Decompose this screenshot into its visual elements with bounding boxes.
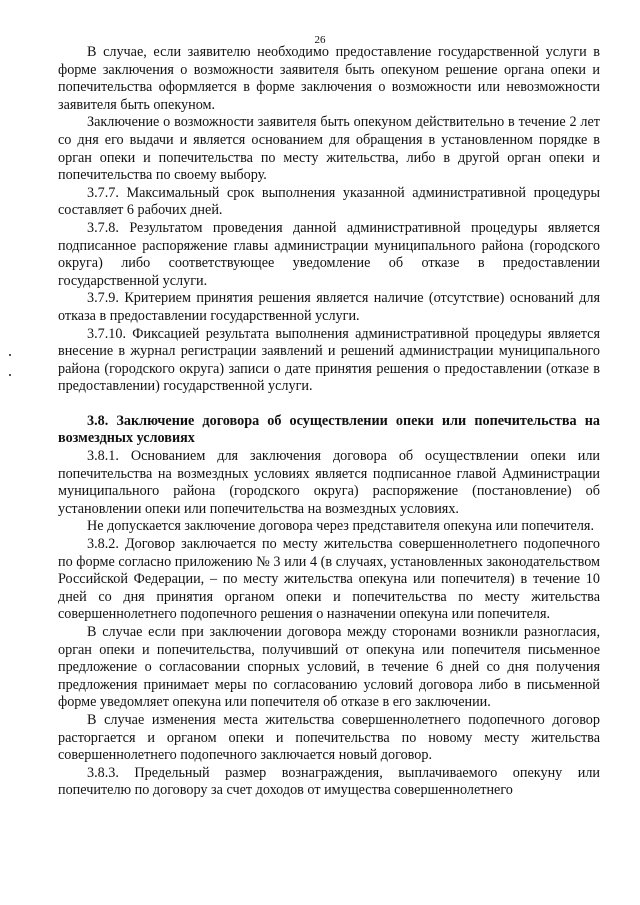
- margin-mark: [9, 354, 11, 356]
- margin-mark: [9, 374, 11, 376]
- page-number: 26: [314, 34, 326, 46]
- paragraph: 3.7.9. Критерием принятия решения является наличие (отсутствие) оснований для отказа в предоставлении государственной услуги.: [58, 290, 600, 324]
- paragraph: 3.8.2. Договор заключается по месту жительства совершеннолетнего подопечного по форме согласно приложению № 3 или 4 (в случаях, установленных законодательством Российской Федерации, – по месту жительства опекуна или попечителя) в течение 10 дней со дня принятия органом опеки и попечительства по месту жительства совершеннолетнего подопечного решения о назначении опекуна или попечителя.: [58, 536, 600, 623]
- section-heading: 3.8. Заключение договора об осуществлении опеки или попечительства на возмездных условиях: [58, 412, 600, 447]
- section-spacer: [58, 396, 600, 413]
- paragraph: Не допускается заключение договора через представителя опекуна или попечителя.: [87, 518, 594, 535]
- paragraph: 3.7.10. Фиксацией результата выполнения административной процедуры является внесение в журнал регистрации заявлений и решений администрации муниципального района (городского округа) записи о дате принятия решения о предоставлении (отказе в предоставлении) государственной услуги.: [58, 325, 600, 395]
- paragraph: 3.7.7. Максимальный срок выполнения указанной административной процедуры составляет 6 рабочих дней.: [58, 184, 600, 219]
- paragraph: В случае, если заявителю необходимо предоставление государственной услуги в форме заключения о возможности заявителя быть опекуном решение органа опеки и попечительства оформляется в форме заключения о возможности или невозможности заявителя быть опекуном.: [58, 44, 600, 113]
- paragraph: В случае изменения места жительства совершеннолетнего подопечного договор расторгается и органом опеки и попечительства по новому месту жительства совершеннолетнего подопечного заключается новый договор.: [58, 711, 600, 764]
- paragraph: 3.7.8. Результатом проведения данной административной процедуры является подписанное распоряжение главы администрации муниципального района (городского округа) либо соответствующее уведомление об отказе в предоставлении государственной услуги.: [58, 219, 600, 289]
- paragraph: 3.8.1. Основанием для заключения договора об осуществлении опеки или попечительства на возмездных условиях является подписанное главой Администрации муниципального района (городского округа) распоряжение (постановление) об установлении опеки или попечительства на возмездных условиях.: [58, 448, 600, 517]
- paragraph: Заключение о возможности заявителя быть опекуном действительно в течение 2 лет со дня его выдачи и является основанием для обращения в установленном порядке в орган опеки и попечительства по месту жительства, либо в другой орган опеки и попечительства по своему выбору.: [58, 114, 600, 184]
- paragraph: В случае если при заключении договора между сторонами возникли разногласия, орган опеки и попечительства, получивший от опекуна или попечителя письменное предложение о согласовании спорных условий, в течение 6 дней со дня получения предложения принимает меры по согласованию условий договора либо в письменной форме уведомляет опекуна или попечителя об отказе в его заключении.: [58, 624, 600, 711]
- document-body: [58, 44, 600, 800]
- paragraph: 3.8.3. Предельный размер вознаграждения, выплачиваемого опекуну или попечителю по договору за счет доходов от имущества совершеннолетнего: [58, 764, 600, 799]
